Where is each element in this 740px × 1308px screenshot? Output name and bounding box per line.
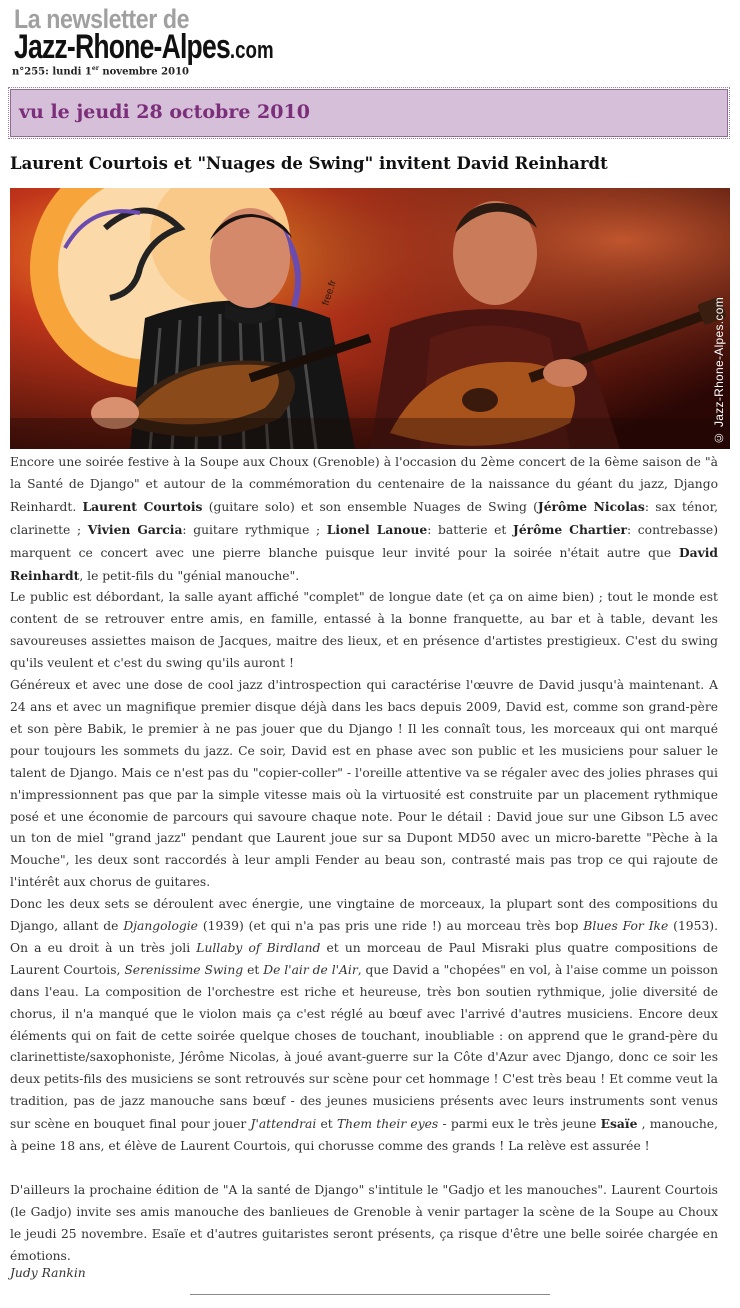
text-run: , le petit-fils du "génial manouche".: [79, 568, 300, 583]
text-run: : sax ténor, clarinette ;: [10, 499, 719, 537]
song-title: Them their eyes: [336, 1117, 439, 1132]
paragraph-david: Généreux et avec une dose de cool jazz d'introspection qui caractérise l'œuvre de David jusqu'à maintenant. A 24 ans et avec un magnifique premier disque déjà dans les bacs depuis 2009, David est, comme son grand-père et son père Babik, le premier à ne pas jouer que du Django ! Il les connaît tous, les morceaux qui ont marqué pour toujours les sommets du jazz. Ce soir, David est en phase avec son public et les musiciens pour saluer le talent de Django. Mais ce n'est pas du "copier-coller" - l'oreille attentive va se régaler avec des jolies phrases qui n'impressionnent pas que par la simple vitesse mais où la virtuosité est construite par un placement rythmique posé et une économie de parcours qui savoure chaque note. Pour le détail : David joue sur une Gibson L5 avec un ton de miel "grand jazz" pendant que Laurent joue sur sa Dupont MD50 avec un micro-barette "Pèche à la Mouche", les deux sont raccordés à leur ampli Fender au beau son, contrasté mais pas trop ce qui rajoute de l'intérêt aux chorus de guitares.: [10, 678, 718, 890]
paragraph-setlist: [10, 894, 718, 1158]
song-title: Serenissime Swing: [124, 962, 244, 977]
paragraph-audience: Le public est débordant, la salle ayant affiché "complet" de longue date (et ça on aime bien) ; tout le monde est content de se retrouver entre amis, en famille, entassé à la bonne franquette, au bar et à table, devant les savoureuses assiettes maison de Jacques, maitre des lieux, et en présence d'artistes prestigieux. C'est du swing qu'ils veulent et c'est du swing qu'ils auront !: [10, 590, 718, 671]
song-title: Djangologie: [123, 919, 198, 934]
concert-photo: [10, 188, 730, 449]
concert-photo-illustration: [10, 188, 730, 449]
text-run: Donc les deux sets se déroulent avec énergie, une vingtaine de morceaux, la plupart sont des compositions du Django, allant de: [10, 897, 718, 934]
song-title: Lullaby of Birdland: [196, 940, 321, 955]
text-run: - parmi eux le très jeune: [438, 1117, 601, 1132]
paragraph-next-edition: D'ailleurs la prochaine édition de "A la santé de Django" s'intitule le "Gadjo et les manouches". Laurent Courtois (le Gadjo) invite ses amis manouche des banlieues de Grenoble à venir partager la scène de la Soupe au Choux le jeudi 25 novembre. Esaïe et d'autres guitaristes seront présents, ça risque d'être une belle soirée chargée en émotions.: [10, 1182, 718, 1263]
song-title: J'attendrai: [250, 1117, 317, 1132]
paragraph-intro: [10, 452, 718, 587]
text-run: , que David a "chopées" en vol, à l'aise comme un poisson dans l'eau. La composition de l'orchestre est riche et heureuse, très bon soutien rythmique, jolie diversité de chorus, il n'a manqué que le violon mais ça c'est réglé au bœuf avec l'arrivé d'autres musiciens. Encore deux éléments qui on fait de cette soirée quelque choses de touchant, inoubliable : on apprend que le grand-père du clarinettiste/saxophoniste, Jérôme Nicolas, à joué avant-guerre sur la Côte d'Azur avec Django, donc ce soir les deux petits-fils des musiciens se sont retrouvés sur scène pour cet hommage ! C'est très beau ! Et comme veut la tradition, pas de jazz manouche sans bœuf - des jeunes musiciens présents avec leurs instruments sont venus sur scène en bouquet final pour jouer: [10, 962, 718, 1132]
text-run: Encore une soirée festive à la Soupe aux Choux (Grenoble) à l'occasion du 2ème concert de la 6ème saison de "à la Santé de Django" et autour de la commémoration du centenaire de la naissance du géant du jazz, Django Reinhardt.: [10, 455, 718, 514]
masthead-domain-suffix: .com: [229, 37, 274, 64]
text-run: : guitare rythmique ;: [182, 522, 327, 537]
date-band: [10, 89, 728, 137]
song-title: De l'air de l'Air: [263, 962, 358, 977]
text-run: : batterie et: [427, 522, 513, 537]
author-signature: Judy Rankin: [10, 1266, 86, 1280]
masthead-line2: [14, 28, 274, 67]
issue-superscript: er: [91, 65, 99, 72]
text-run: et: [243, 962, 264, 977]
musician-name: Jérôme Chartier: [513, 521, 627, 537]
musician-name: Jérôme Nicolas: [537, 498, 645, 514]
musician-name: David Reinhardt: [10, 544, 718, 583]
text-run: (guitare solo) et son ensemble Nuages de Swing (: [202, 499, 538, 514]
article-body: [10, 452, 718, 1268]
text-run: et un morceau de Paul Misraki plus quatre compositions de Laurent Courtois,: [10, 940, 718, 977]
photo-credit: © Jazz-Rhone-Alpes.com: [712, 297, 726, 445]
date-band-text: vu le jeudi 28 octobre 2010: [19, 101, 310, 123]
musician-name: Vivien Garcia: [87, 521, 183, 537]
text-run: : contrebasse) marquent ce concert avec une pierre blanche puisque leur invité pour la soirée n'était autre que: [10, 522, 718, 560]
issue-suffix: novembre 2010: [98, 66, 189, 78]
masthead-line1: La newsletter de: [14, 4, 190, 34]
text-run: et: [316, 1117, 337, 1132]
musician-name: Esaïe: [600, 1116, 638, 1132]
musician-name: Lionel Lanoue: [326, 521, 428, 537]
paragraph-gap: [10, 1158, 718, 1180]
issue-prefix: n°255: lundi 1: [12, 66, 92, 78]
footer-divider: [190, 1294, 550, 1295]
musician-name: Laurent Courtois: [82, 498, 203, 514]
article-title: Laurent Courtois et "Nuages de Swing" invitent David Reinhardt: [10, 154, 608, 173]
text-run: (1939) (et qui n'a pas pris une ride !) au morceau très bop: [197, 919, 584, 934]
text-run: , manouche, à peine 18 ans, et élève de Laurent Courtois, qui chorusse comme des grands ! La relève est assurée !: [10, 1117, 718, 1154]
sign-text: free.fr: [320, 278, 339, 307]
masthead-site-name: Jazz-Rhone-Alpes: [14, 28, 230, 66]
issue-date-line: [12, 65, 189, 77]
text-run: (1953). On a eu droit à un très joli: [10, 919, 718, 955]
song-title: Blues For Ike: [583, 919, 669, 934]
